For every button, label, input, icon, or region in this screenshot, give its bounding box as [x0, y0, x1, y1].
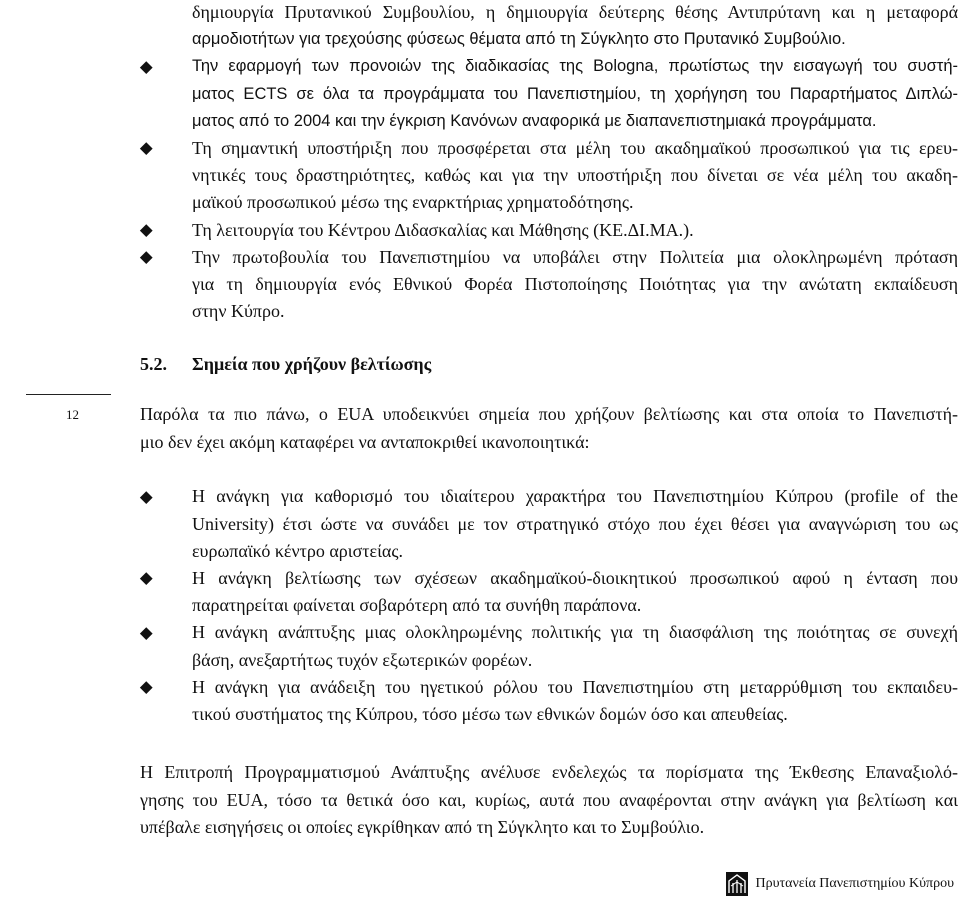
lead-paragraph [140, 401, 958, 455]
achievements-section [140, 0, 958, 325]
text-line: Την πρωτοβουλία του Πανεπιστημίου να υποβάλει στην Πολιτεία μια ολοκληρωμένη πρόταση [192, 246, 958, 267]
text-line: μιο δεν έχει ακόμη καταφέρει να ανταποκριθεί ικανοποιητικά: [140, 431, 590, 452]
text-line: γησης του EUA, τόσο τα θετικά όσο και, κυρίως, αυτά που αναφέρονται στην ανάγκη για βελτίωση και [140, 789, 958, 810]
section-number: 5.2. [140, 354, 167, 375]
text-line: Την εφαρμογή των προνοιών της διαδικασίας της Bologna, πρωτίστως την εισαγωγή του συστή- [192, 57, 958, 76]
text-line: Η Επιτροπή Προγραμματισμού Ανάπτυξης ανέλυσε ενδελεχώς τα πορίσματα της Έκθεσης Επαναξιολό- [140, 762, 958, 783]
text-line: Η ανάγκη για καθορισμό του ιδιαίτερου χαρακτήρα του Πανεπιστημίου Κύπρου (profile of the [192, 486, 958, 507]
page-number: 12 [66, 407, 79, 422]
text-line: βάση, ανεξαρτήτως τυχόν εξωτερικών φορέων. [192, 649, 533, 670]
achievement-item [140, 53, 958, 135]
improvements-list [140, 483, 958, 728]
text-line: Παρόλα τα πιο πάνω, ο EUA υποδεικνύει σημεία που χρήζουν βελτίωσης και στα οποία το Πανεπιστή- [140, 404, 958, 425]
page-footer [726, 872, 954, 896]
text-line: Η ανάγκη ανάπτυξης μιας ολοκληρωμένης πολιτικής για τη διασφάλιση της ποιότητας σε συνεχή [192, 622, 958, 643]
text-line: University) έτσι ώστε να συνάδει με τον στρατηγικό στόχο που έχει θέσει για αναγνώριση του ως [192, 513, 958, 534]
section-heading [140, 351, 740, 378]
university-crest-icon [726, 872, 748, 896]
closing-paragraph [140, 759, 958, 841]
text-line: Τη σημαντική υποστήριξη που προσφέρεται στα μέλη του ακαδημαϊκού προσωπικού για τις ερευ- [192, 137, 958, 158]
achievement-item [140, 217, 958, 244]
text-line: νητικές τους δραστηριότητες, καθώς και για την υποστήριξη που δίνεται σε νέα μέλη του ακαδη- [192, 165, 958, 186]
text-line: Η ανάγκη βελτίωσης των σχέσεων ακαδημαϊκού-διοικητικού προσωπικού αφού η ένταση που [192, 567, 958, 588]
text-line: ματος ECTS σε όλα τα προγράμματα του Πανεπιστημίου, τη χορήγηση του Παραρτήματος Διπλώ- [192, 84, 958, 103]
achievement-item [140, 135, 958, 217]
text-line: δημιουργία Πρυτανικού Συμβουλίου, η δημιουργία δεύτερης θέσης Αντιπρύτανη και η μεταφορά [192, 2, 958, 22]
improvement-item [140, 483, 958, 565]
text-line: ματος από το 2004 και την έγκριση Κανόνων αναφορικά με διαπανεπιστημιακά προγράμματα. [192, 111, 877, 130]
text-line: μαϊκού προσωπικού μέσω της εναρκτήριας χρηματοδότησης. [192, 192, 634, 213]
text-line: για τη δημιουργία ενός Εθνικού Φορέα Πιστοποίησης Ποιότητας για την ανώτατη εκπαίδευση [192, 273, 958, 294]
text-line: Η ανάγκη για ανάδειξη του ηγετικού ρόλου του Πανεπιστημίου στη μεταρρύθμιση του εκπαιδευ- [192, 676, 958, 697]
text-line: ευρωπαϊκό κέντρο αριστείας. [192, 540, 403, 561]
text-line: Τη λειτουργία του Κέντρου Διδασκαλίας και Μάθησης (ΚΕ.ΔΙ.ΜΑ.). [192, 219, 694, 240]
improvement-item [140, 619, 958, 673]
improvement-item [140, 674, 958, 728]
margin-rule [26, 394, 111, 395]
text-line: στην Κύπρο. [192, 301, 285, 322]
section-title: Σημεία που χρήζουν βελτίωσης [192, 354, 432, 375]
text-line: τικού συστήματος της Κύπρου, τόσο μέσω των εθνικών δομών όσο και απευθείας. [192, 703, 788, 724]
achievement-item [140, 244, 958, 326]
improvement-item [140, 565, 958, 619]
footer-text: Πρυτανεία Πανεπιστημίου Κύπρου [755, 876, 954, 891]
text-line: υπέβαλε εισηγήσεις οι οποίες εγκρίθηκαν από τη Σύγκλητο και το Συμβούλιο. [140, 816, 705, 837]
text-line: αρμοδιοτήτων για τρεχούσης φύσεως θέματα από τη Σύγκλητο στο Πρυτανικό Συμβούλιο. [192, 30, 846, 49]
text-line: παρατηρείται φαίνεται σοβαρότερη από τα συνήθη παράπονα. [192, 595, 642, 616]
